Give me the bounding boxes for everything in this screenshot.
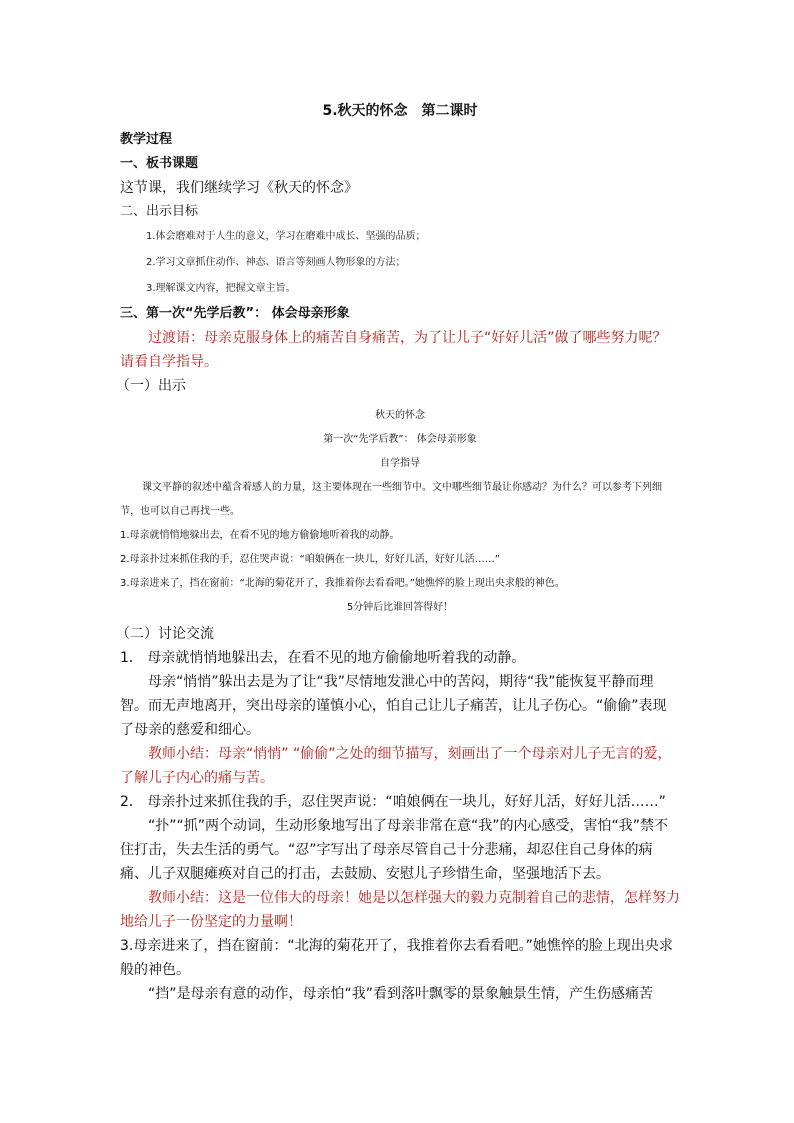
section-1-heading: 一、板书课题 (120, 156, 199, 171)
section-process: 教学过程 (120, 132, 173, 147)
question-1: 1． 母亲就悄悄地躲出去，在看不见的地方偷偷地听着我的动静。 (120, 650, 526, 666)
answer-2: “扑”“抓”两个动词，生动形象地写出了母亲非常在意“我”的内心感受，害怕“我”禁不住打击，失去生活的勇气。“忍”字写出了母亲尽管自己十分悲痛，却忍住自己身体的病痛、儿子双腿瘫痪对自己的打击，去鼓励、安慰儿子珍惜生命，坚强地活下去。 (120, 818, 669, 882)
summary-2: 教师小结：这是一位伟大的母亲！她是以怎样强大的毅力克制着自己的悲情，怎样努力地给儿子一份坚定的力量啊！ (120, 890, 680, 930)
goal-item: 3.理解课文内容，把握文章主旨。 (146, 283, 296, 294)
guide-note: 5分钟后比谁回答得好！ (346, 602, 454, 613)
answer-3: “挡”是母亲有意的动作，母亲怕“我”看到落叶飘零的景象触景生情，产生伤感痛苦 (148, 986, 654, 1002)
goal-item: 2.学习文章抓住动作、神态、语言等刻画人物形象的方法； (146, 257, 406, 268)
document-page (116, 100, 680, 1006)
guide-detail: 2.母亲扑过来抓住我的手，忍住哭声说：“咱娘俩在一块儿，好好儿活，好好儿活……” (120, 554, 500, 565)
guide-intro: 课文平静的叙述中蕴含着感人的力量，这主要体现在一些细节中。文中哪些细节最让你感动？为什么？可以参考下列细节，也可以自己再找一些。 (120, 482, 662, 517)
guide-subtitle: 第一次“先学后教”： 体会母亲形象 (323, 434, 477, 445)
section-1-text: 这节课，我们继续学习《秋天的怀念》 (120, 180, 358, 196)
summary-1: 教师小结：母亲“悄悄” “偷偷”之处的细节描写，刻画出了一个母亲对儿子无言的爱，了解儿子内心的痛与苦。 (120, 746, 672, 786)
self-study-guide (120, 404, 680, 620)
subsection-2: （二）讨论交流 (116, 626, 214, 642)
goal-item: 1.体会磨难对于人生的意义，学习在磨难中成长、坚强的品质； (146, 231, 426, 242)
guide-title: 秋天的怀念 (375, 410, 425, 421)
subsection-1: （一）出示 (116, 378, 186, 394)
transition-text: 过渡语：母亲克服身体上的痛苦自身痛苦，为了让儿子“好好儿活”做了哪些努力呢？请看自学指导。 (120, 330, 667, 370)
section-2-heading: 二、出示目标 (120, 204, 199, 219)
doc-title: 5.秋天的怀念 第二课时 (322, 103, 478, 119)
question-3: 3.母亲进来了，挡在窗前：“北海的菊花开了，我推着你去看看吧。”她憔悴的脸上现出央求般的神色。 (120, 938, 673, 978)
guide-detail: 3.母亲进来了，挡在窗前：“北海的菊花开了，我推着你去看看吧。”她憔悴的脸上现出央求般的神色。 (120, 578, 565, 589)
question-2: 2． 母亲扑过来抓住我的手，忍住哭声说：“咱娘俩在一块儿，好好儿活，好好儿活……” (120, 794, 666, 810)
guide-detail: 1.母亲就悄悄地躲出去，在看不见的地方偷偷地听着我的动静。 (120, 530, 400, 541)
section-3-heading: 三、第一次“先学后教”： 体会母亲形象 (120, 306, 350, 321)
guide-heading: 自学指导 (380, 458, 420, 469)
answer-1: 母亲“悄悄”躲出去是为了让“我”尽情地发泄心中的苦闷，期待“我”能恢复平静而理智。而无声地离开，突出母亲的谨慎小心，怕自己让儿子痛苦，让儿子伤心。“偷偷”表现了母亲的慈爱和细心。 (120, 674, 667, 738)
